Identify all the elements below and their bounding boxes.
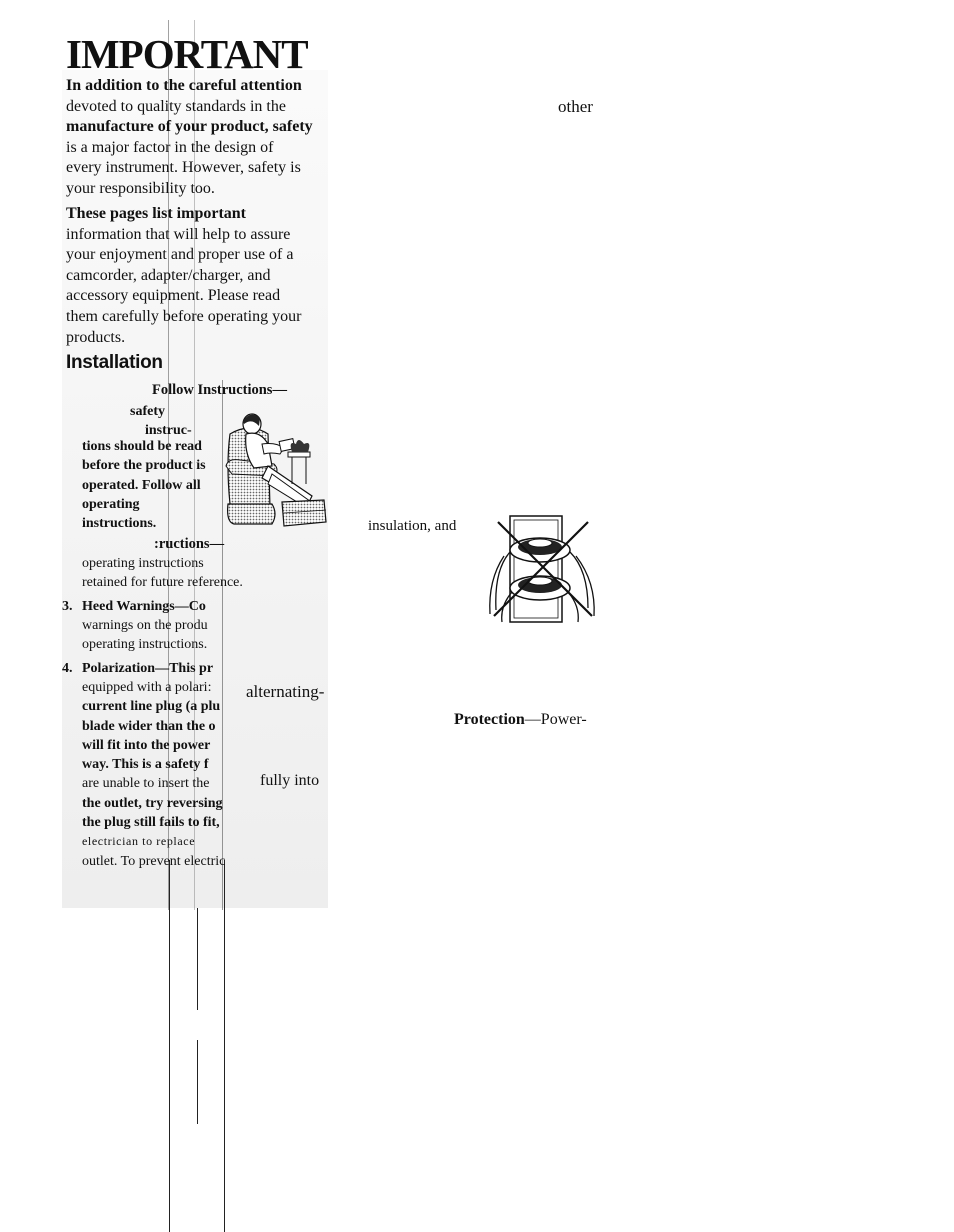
intro2-line: your enjoyment and proper use of a <box>66 246 294 264</box>
fragment-protection <box>454 711 587 729</box>
item1-line: safety <box>130 404 165 419</box>
item1-line: instruc- <box>145 423 192 438</box>
item3-line: operating instructions. <box>82 637 208 652</box>
section-heading: Installation <box>66 352 163 373</box>
item4-body <box>82 678 225 871</box>
fragment-fully-into: fully into <box>260 772 320 789</box>
item4-line: outlet. To prevent electric <box>82 853 226 869</box>
item4-heading: Polarization—This pr <box>82 661 214 676</box>
item1-heading: Follow Instructions— <box>152 382 287 398</box>
scan-line <box>224 1120 225 1150</box>
scan-line <box>224 985 225 1025</box>
item1-line: operating <box>82 496 140 512</box>
intro-line: is a major factor in the design of <box>66 138 274 156</box>
fragment-other: other <box>558 97 593 116</box>
item4-line: will fit into the power <box>82 737 211 753</box>
intro-line: manufacture of your product, safety <box>66 118 313 136</box>
scan-line <box>197 908 198 1010</box>
item1-line: instructions. <box>82 516 157 532</box>
protection-rest: —Power- <box>524 711 587 728</box>
item4-number: 4. <box>62 661 73 676</box>
intro-line: In addition to the careful attention <box>66 77 302 94</box>
item4-line: are unable to insert the <box>82 776 210 792</box>
fragment-alternating: alternating- <box>246 682 325 701</box>
item4-line: current line plug (a plu <box>82 699 221 715</box>
protection-bold: Protection <box>454 711 525 728</box>
scan-line <box>197 1040 198 1124</box>
scan-line <box>169 860 170 1232</box>
intro-line: devoted to quality standards in the <box>66 97 286 115</box>
intro2-line: accessory equipment. Please read <box>66 287 281 305</box>
item1-line: operated. Follow all <box>82 477 201 493</box>
intro-line: your responsibility too. <box>66 179 215 197</box>
item3-line: warnings on the produ <box>82 618 208 633</box>
item1-body <box>82 437 206 533</box>
item3-heading: Heed Warnings—Co <box>82 599 206 614</box>
intro2-line: them carefully before operating your <box>66 307 302 325</box>
item4-line: way. This is a safety f <box>82 757 209 773</box>
page-title: IMPORTANT <box>66 31 308 77</box>
armchair-reader-illustration <box>222 404 330 534</box>
item1-line: tions should be read <box>82 439 202 454</box>
item2-line: operating instructions <box>82 556 204 571</box>
intro2-line: products. <box>66 328 126 346</box>
item4-line: electrician to replace <box>82 834 196 849</box>
intro2-line: camcorder, adapter/charger, and <box>66 266 271 284</box>
item4-line: the outlet, try reversing <box>82 795 223 811</box>
intro2-line: information that will help to assure <box>66 225 291 243</box>
item2-line: retained for future reference. <box>82 575 243 590</box>
item4-line: equipped with a polari: <box>82 680 212 695</box>
item4-line: the plug still fails to fit, <box>82 815 220 831</box>
item3-number: 3. <box>62 599 73 614</box>
item2-heading: :ructions— <box>154 536 225 552</box>
intro-paragraph <box>66 76 313 200</box>
item4-line: blade wider than the o <box>82 718 216 734</box>
intro-line: every instrument. However, safety is <box>66 159 301 177</box>
intro2-line: These pages list important <box>66 205 246 222</box>
scan-line <box>224 860 225 1232</box>
intro-paragraph-2 <box>66 204 301 348</box>
item1-line: before the product is <box>82 458 206 474</box>
overloaded-outlet-crossed-illustration <box>484 510 604 628</box>
fragment-insulation: insulation, and <box>368 518 457 534</box>
